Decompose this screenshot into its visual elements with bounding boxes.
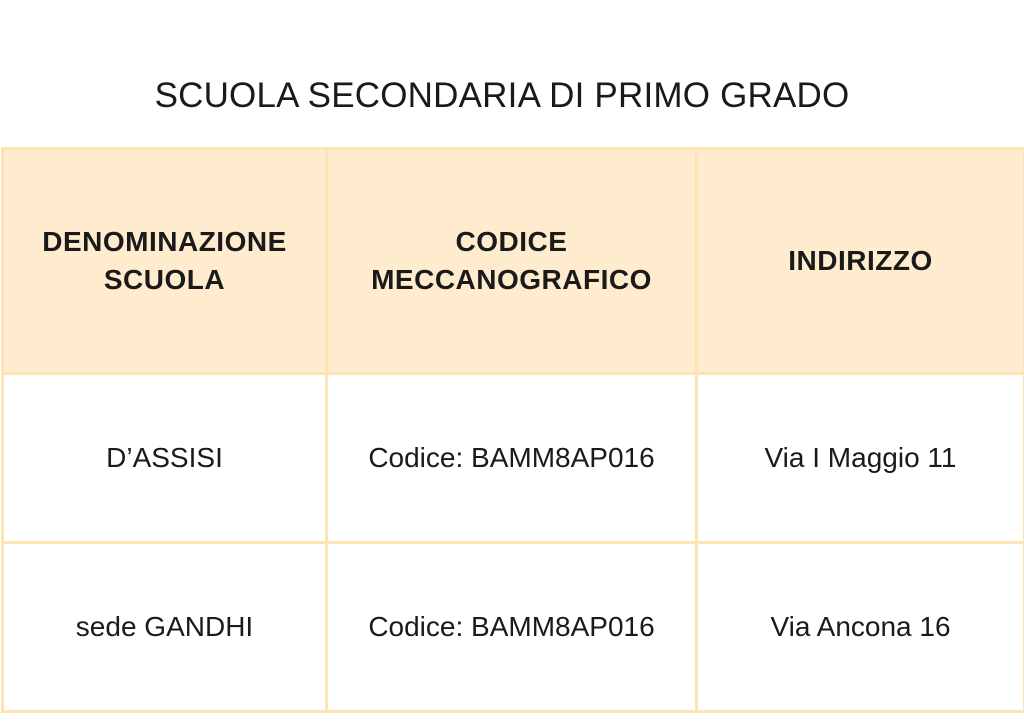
header-codice-meccanografico: CODICE MECCANOGRAFICO [327,149,697,374]
cell-school-code: Codice: BAMM8AP016 [327,543,697,712]
table-header-row [3,149,1024,374]
cell-school-address: Via I Maggio 11 [697,374,1024,543]
cell-school-address: Via Ancona 16 [697,543,1024,712]
page-title: SCUOLA SECONDARIA DI PRIMO GRADO [154,76,850,115]
header-indirizzo: INDIRIZZO [697,149,1024,374]
table-row [3,543,1024,712]
cell-school-code: Codice: BAMM8AP016 [327,374,697,543]
cell-school-name: sede GANDHI [3,543,327,712]
header-denominazione-scuola: DENOMINAZIONE SCUOLA [3,149,327,374]
table-row [3,374,1024,543]
cell-school-name: D’ASSISI [3,374,327,543]
schools-table [1,147,1024,713]
